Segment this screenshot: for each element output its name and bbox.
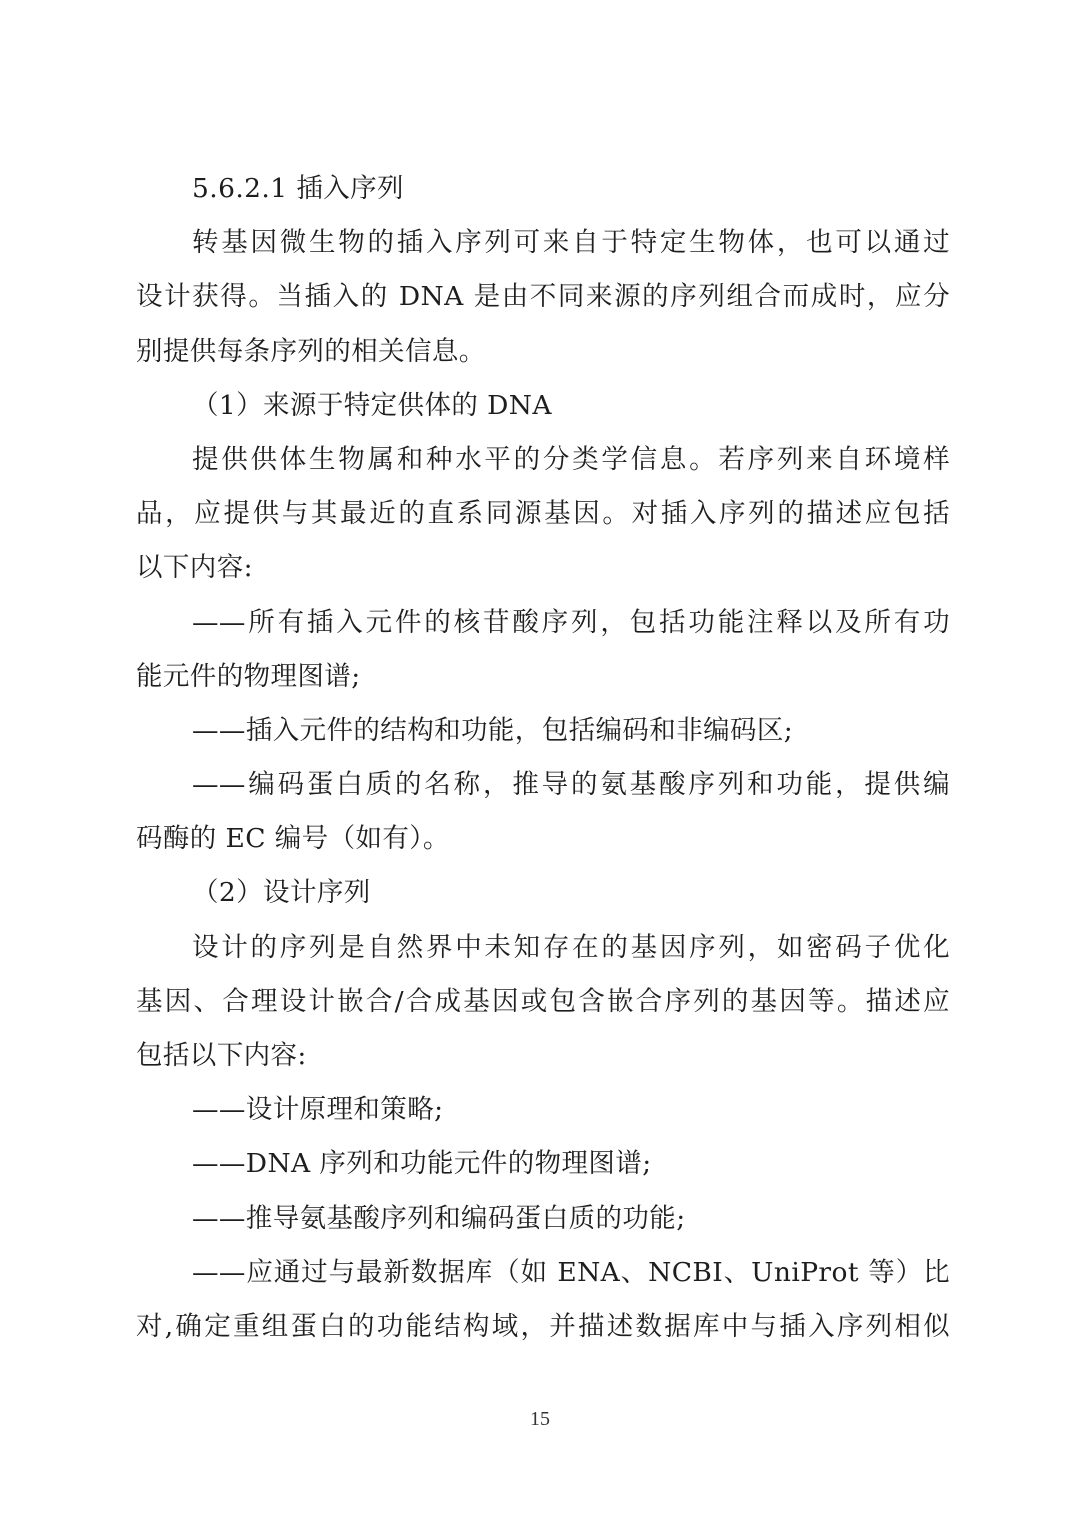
list-item-line: ——插入元件的结构和功能，包括编码和非编码区; (192, 714, 794, 746)
subsection-heading: （2）设计序列 (192, 877, 371, 909)
list-item-line: 码酶的 EC 编号（如有）。 (136, 823, 450, 855)
paragraph-line: 提供供体生物属和种水平的分类学信息。若序列来自环境样 (192, 443, 950, 475)
subsection-heading: （1）来源于特定供体的 DNA (192, 389, 552, 421)
list-item-line: ——编码蛋白质的名称，推导的氨基酸序列和功能，提供编 (192, 769, 950, 801)
paragraph-line: 品，应提供与其最近的直系同源基因。对插入序列的描述应包括 (136, 498, 950, 530)
list-item-line: ——推导氨基酸序列和编码蛋白质的功能; (192, 1202, 686, 1234)
paragraph-line: 以下内容: (136, 552, 253, 584)
paragraph-line: 别提供每条序列的相关信息。 (136, 335, 486, 367)
list-item-line: 对,确定重组蛋白的功能结构域，并描述数据库中与插入序列相似 (136, 1310, 950, 1342)
body-text (136, 166, 950, 1358)
paragraph-line: 设计的序列是自然界中未知存在的基因序列，如密码子优化 (192, 931, 950, 963)
list-item-line: ——DNA 序列和功能元件的物理图谱; (192, 1148, 652, 1180)
section-heading: 5.6.2.1 插入序列 (192, 173, 404, 204)
paragraph-line: 基因、合理设计嵌合/合成基因或包含嵌合序列的基因等。描述应 (136, 985, 950, 1017)
list-item-line: ——所有插入元件的核苷酸序列，包括功能注释以及所有功 (192, 606, 950, 638)
list-item-line: ——应通过与最新数据库（如 ENA、NCBI、UniProt 等）比 (192, 1256, 950, 1288)
paragraph-line: 包括以下内容: (136, 1040, 307, 1071)
list-item-line: 能元件的物理图谱; (136, 660, 361, 692)
page-number: 15 (530, 1408, 550, 1430)
paragraph-line: 转基因微生物的插入序列可来自于特定生物体，也可以通过 (192, 227, 950, 259)
list-item-line: ——设计原理和策略; (192, 1094, 444, 1126)
paragraph-line: 设计获得。当插入的 DNA 是由不同来源的序列组合而成时，应分 (136, 281, 950, 313)
